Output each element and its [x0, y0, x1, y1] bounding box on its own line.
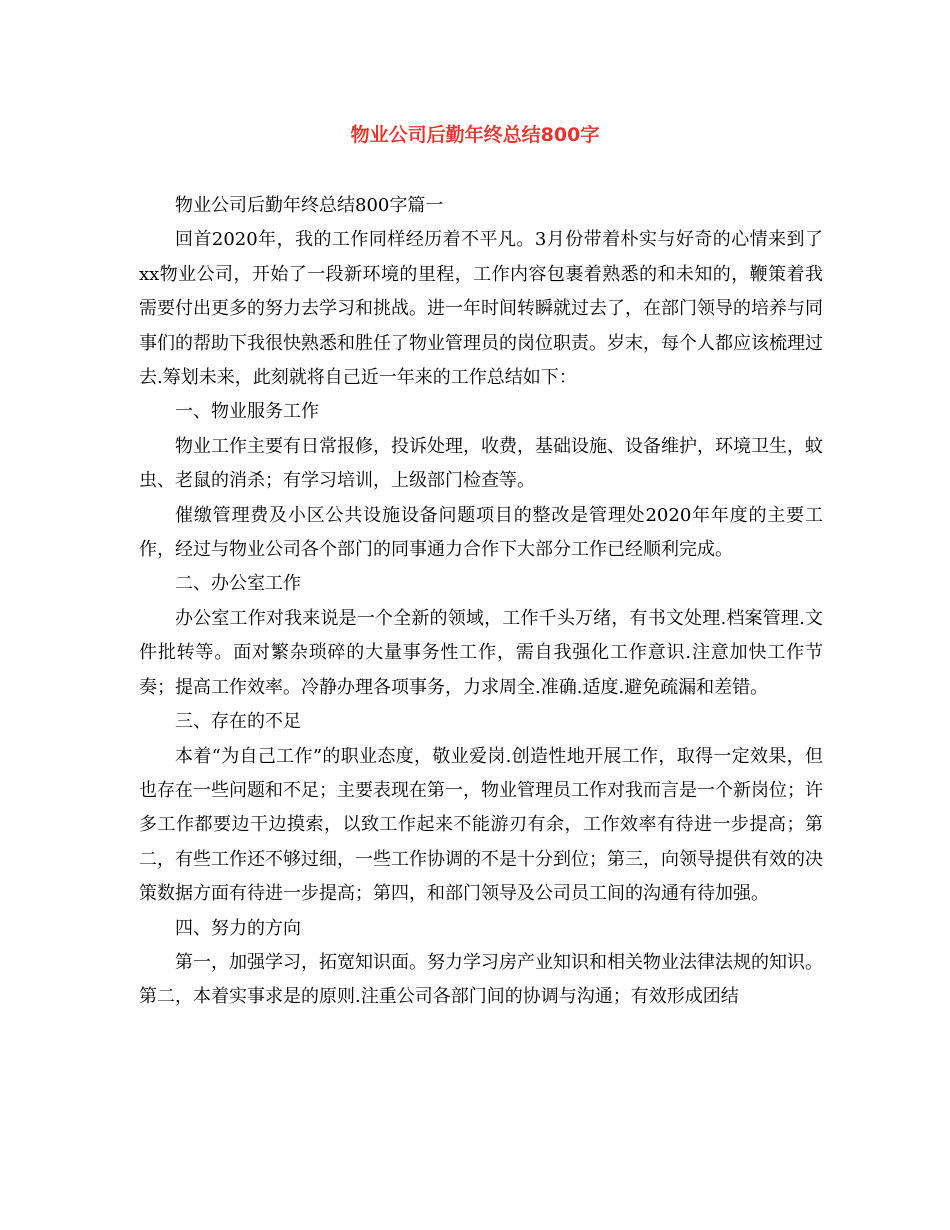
body-paragraph: 物业工作主要有日常报修，投诉处理，收费，基础设施、设备维护，环境卫生，蚊虫、老鼠的消杀；有学习培训，上级部门检查等。: [139, 435, 823, 492]
body-paragraph: 催缴管理费及小区公共设施设备问题项目的整改是管理处2020年年度的主要工作，经过与物业公司各个部门的同事通力合作下大部分工作已经顺利完成。: [139, 504, 823, 561]
intro-paragraph: 回首2020年，我的工作同样经历着不平凡。3月份带着朴实与好奇的心情来到了xx物业公司，开始了一段新环境的里程，工作内容包裹着熟悉的和未知的，鞭策着我需要付出更多的努力去学习和挑战。进一年时间转瞬就过去了，在部门领导的培养与同事们的帮助下我很快熟悉和胜任了物业管理员的岗位职责。岁末，每个人都应该梳理过去.筹划未来，此刻就将自己近一年来的工作总结如下：: [139, 229, 823, 389]
document-title: 物业公司后勤年终总结800字: [350, 124, 600, 146]
body-paragraph: 第一，加强学习，拓宽知识面。努力学习房产业知识和相关物业法律法规的知识。第二，本着实事求是的原则.注重公司各部门间的协调与沟通；有效形成团结: [139, 951, 823, 1008]
body-paragraph: 本着“为自己工作”的职业态度，敬业爱岗.创造性地开展工作，取得一定效果，但也存在一些问题和不足；主要表现在第一，物业管理员工作对我而言是一个新岗位；许多工作都要边干边摸索，以致工作起来不能游刃有余，工作效率有待进一步提高；第二，有些工作还不够过细，一些工作协调的不是十分到位；第三，向领导提供有效的决策数据方面有待进一步提高；第四，和部门领导及公司员工间的沟通有待加强。: [139, 745, 823, 905]
subtitle-paragraph: 物业公司后勤年终总结800字篇一: [175, 195, 444, 216]
section-heading-4: 四、努力的方向: [175, 917, 301, 939]
section-heading-3: 三、存在的不足: [175, 711, 301, 733]
body-paragraph: 办公室工作对我来说是一个全新的领域，工作千头万绪，有书文处理.档案管理.文件批转等。面对繁杂琐碎的大量事务性工作，需自我强化工作意识.注意加快工作节奏；提高工作效率。冷静办理各项事务，力求周全.准确.适度.避免疏漏和差错。: [139, 607, 823, 698]
section-heading-1: 一、物业服务工作: [175, 401, 319, 423]
document-body: [139, 189, 823, 1015]
section-heading-2: 二、办公室工作: [175, 573, 301, 595]
